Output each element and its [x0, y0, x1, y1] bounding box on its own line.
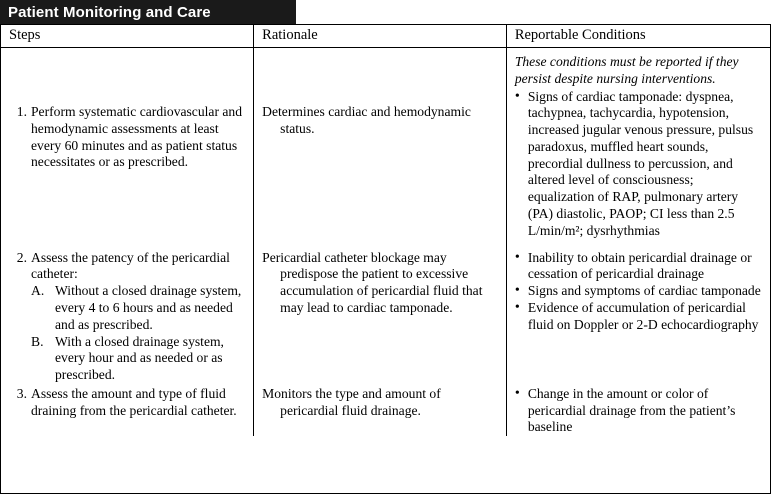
column-header-rationale: Rationale [254, 25, 507, 48]
substep-text: With a closed drainage system, every hour and as needed or as prescribed. [55, 333, 224, 383]
substep-text: Without a closed drainage system, every 4 to 6 hours and as needed and as prescribed. [55, 283, 242, 332]
reportable-list [515, 89, 762, 240]
reportable-text: Inability to obtain pericardial drainage or cessation of pericardial drainage [527, 249, 752, 282]
reportable-intro: These conditions must be reported if they persist despite nursing interventions. [514, 54, 739, 86]
column-header-steps: Steps [1, 25, 254, 48]
steps-cell [1, 240, 254, 384]
steps-list [9, 250, 245, 384]
column-header-reportable-conditions: Reportable Conditions [506, 25, 770, 48]
rationale-text: Determines cardiac and hemodynamic status. [262, 104, 471, 136]
table-title-bar [0, 0, 296, 24]
step-number: 1. [16, 104, 27, 119]
list-item [9, 250, 245, 384]
reportable-text: Signs and symptoms of cardiac tamponade [527, 283, 761, 299]
rationale-text: Monitors the type and amount of pericardial fluid drainage. [262, 385, 441, 418]
list-item [515, 300, 762, 334]
table-row [1, 240, 770, 384]
rationale-text: Pericardial catheter blockage may predispose the patient to excessive accumulation of pericardial fluid that may lead to cardiac tamponade. [262, 249, 483, 315]
substep-letter: B. [31, 333, 44, 349]
steps-list [9, 386, 245, 420]
table-header [1, 25, 770, 48]
list-item [9, 386, 245, 420]
list-item [515, 386, 762, 436]
table-row [1, 48, 770, 240]
bullet-icon: • [514, 299, 520, 315]
reportable-text: Evidence of accumulation of pericardial fluid on Doppler or 2-D echocardiography [527, 299, 759, 332]
bullet-icon: • [514, 88, 520, 104]
reportable-text: Signs of cardiac tamponade: dyspnea, tachypnea, tachycardia, hypotension, increased jugular venous pressure, pulsus paradoxus, muffled heart sounds, precordial dullness to percussion, and altered level of consciousness; equalization of RAP, pulmonary artery (PA) diastolic, PAOP; CI less than 2.5 L/min/m²; dysrhythmias [527, 88, 754, 238]
bullet-icon: • [514, 283, 520, 299]
list-item [31, 283, 245, 333]
table-row [1, 384, 770, 436]
step-number: 2. [16, 249, 27, 265]
reportable-cell [506, 240, 770, 384]
reportable-cell [506, 48, 770, 240]
step-text: Assess the amount and type of fluid draining from the pericardial catheter. [31, 385, 237, 418]
step-number: 3. [16, 385, 27, 401]
list-item [9, 104, 245, 171]
step-text: Assess the patency of the pericardial catheter: [31, 249, 230, 282]
reportable-cell [506, 384, 770, 436]
reportable-text: Change in the amount or color of pericardial drainage from the patient’s baseline [527, 385, 736, 435]
bullet-icon: • [514, 385, 520, 401]
rationale-cell [254, 48, 507, 240]
list-item [515, 250, 762, 284]
steps-cell [1, 384, 254, 436]
reportable-list [515, 250, 762, 334]
list-item [31, 334, 245, 384]
list-item [515, 283, 762, 300]
step-text: Perform systematic cardiovascular and hemodynamic assessments at least every 60 minutes and as patient status necessitates or as prescribed. [31, 104, 243, 170]
rationale-cell [254, 240, 507, 384]
table-body [1, 48, 770, 437]
page-title: Patient Monitoring and Care [8, 3, 211, 21]
header-row [1, 25, 770, 48]
table-grid [1, 25, 770, 436]
rationale-cell [254, 384, 507, 436]
procedure-table [0, 24, 771, 494]
bullet-icon: • [514, 249, 520, 265]
steps-list [9, 104, 245, 171]
substep-letter: A. [31, 283, 45, 299]
substeps-list [31, 283, 245, 384]
list-item [515, 89, 762, 240]
steps-cell [1, 48, 254, 240]
reportable-list [515, 386, 762, 436]
